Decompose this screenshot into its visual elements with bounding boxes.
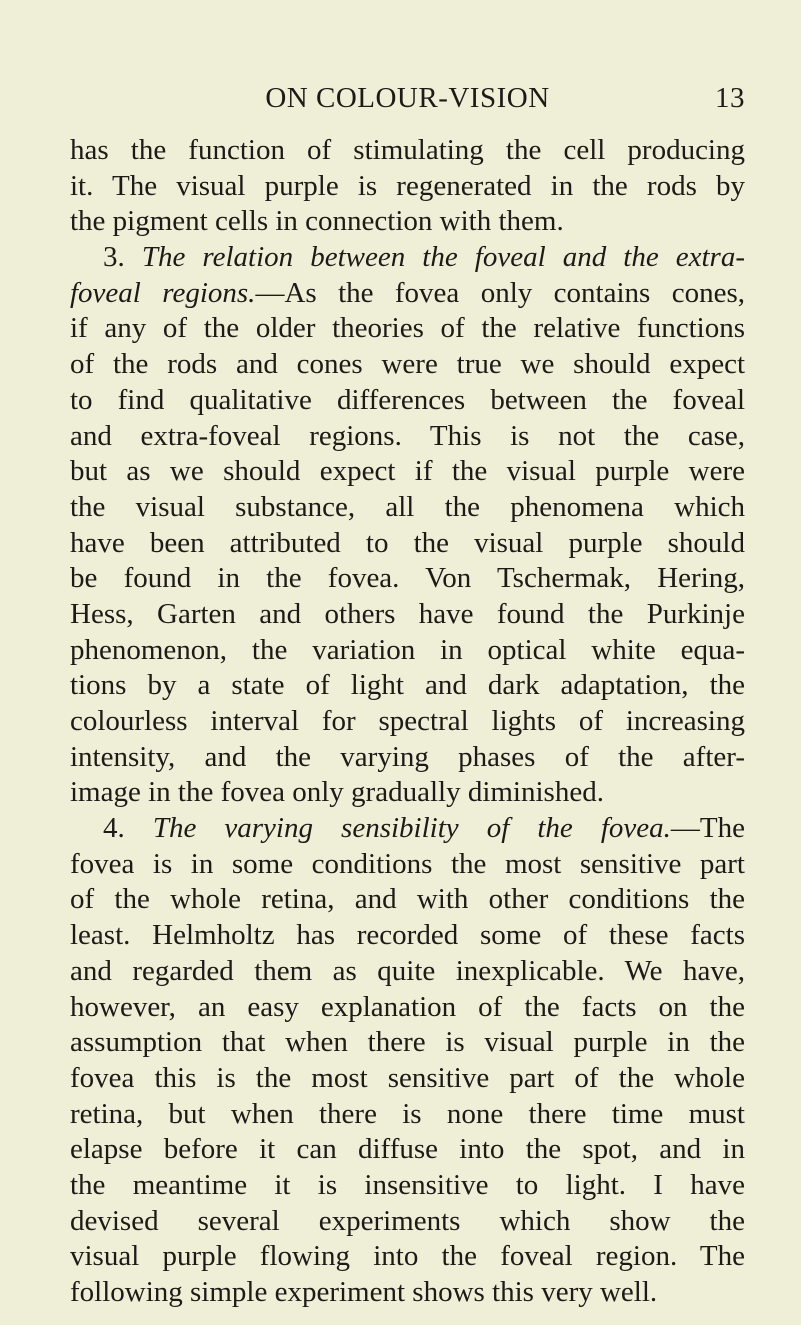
text-line: [70, 347, 745, 383]
line-text: —As the fovea only contains cones,: [255, 276, 745, 309]
text-line: [70, 561, 745, 597]
text-line: [70, 990, 745, 1026]
line-text: Hess, Garten and others have found the Purkinje: [70, 597, 745, 630]
line-text: intensity, and the varying phases of the after-: [70, 740, 745, 773]
text-line: [70, 454, 745, 490]
line-text: devised several experiments which show the: [70, 1204, 745, 1237]
line-text: but as we should expect if the visual purple were: [70, 455, 745, 488]
line-text: however, an easy explanation of the facts on the: [70, 990, 745, 1023]
text-line: [70, 311, 745, 347]
text-line: [70, 775, 745, 811]
text-line: [70, 383, 745, 419]
line-text: the pigment cells in connection with them.: [70, 205, 564, 238]
text-line: [70, 633, 745, 669]
line-text: tions by a state of light and dark adaptation, the: [70, 669, 745, 702]
text-line: [70, 1239, 745, 1275]
line-text: fovea this is the most sensitive part of the whole: [70, 1061, 745, 1094]
text-line: [70, 704, 745, 740]
section-number: 3.: [103, 241, 125, 274]
line-text: following simple experiment shows this very well.: [70, 1276, 658, 1308]
running-title: ON COLOUR-VISION: [265, 82, 550, 114]
line-text: be found in the fovea. Von Tschermak, Hering,: [70, 562, 745, 595]
line-text: and extra-foveal regions. This is not the case,: [70, 419, 745, 452]
text-line: [70, 490, 745, 526]
text-line: [70, 1025, 745, 1061]
line-text: to find qualitative differences between the foveal: [70, 383, 745, 416]
line-text: phenomenon, the variation in optical white equa-: [70, 633, 745, 666]
text-line: [70, 419, 745, 455]
line-text: and regarded them as quite inexplicable. We have,: [70, 954, 745, 987]
line-text: if any of the older theories of the relative functions: [70, 312, 745, 345]
section-heading: foveal regions.: [70, 276, 256, 309]
text-line: [70, 954, 745, 990]
line-text: the visual substance, all the phenomena which: [70, 490, 745, 523]
line-text: of the rods and cones were true we should expect: [70, 348, 745, 381]
line-text: least. Helmholtz has recorded some of these facts: [70, 919, 745, 952]
text-line: [70, 1097, 745, 1133]
section-heading: The relation between the foveal and the extra-: [141, 241, 745, 274]
text-line: [70, 882, 745, 918]
text-line: [70, 204, 745, 240]
line-text: retina, but when there is none there time must: [70, 1097, 745, 1130]
text-line: [70, 1168, 745, 1204]
page-number: 13: [715, 82, 745, 114]
text-line: [70, 526, 745, 562]
line-text: colourless interval for spectral lights of increasing: [70, 705, 745, 737]
text-line: [70, 811, 745, 847]
line-text: it. The visual purple is regenerated in the rods by: [70, 169, 745, 202]
line-text: fovea is in some conditions the most sensitive part: [70, 847, 745, 880]
text-line: [70, 668, 745, 704]
text-line: [70, 740, 745, 776]
line-text: of the whole retina, and with other conditions the: [70, 883, 745, 916]
section-heading: The varying sensibility of the fovea.: [152, 812, 671, 845]
text-line: [70, 133, 745, 169]
text-line: [70, 240, 745, 276]
text-line: [70, 276, 745, 312]
line-text: the meantime it is insensitive to light. I have: [70, 1168, 745, 1201]
line-text: has the function of stimulating the cell producing: [70, 134, 745, 166]
line-text: assumption that when there is visual purple in the: [70, 1026, 745, 1059]
text-line: [70, 1275, 745, 1311]
text-line: [70, 1061, 745, 1097]
line-text: have been attributed to the visual purple should: [70, 526, 745, 559]
line-text: visual purple flowing into the foveal region. The: [70, 1240, 745, 1273]
line-text: image in the fovea only gradually diminished.: [70, 776, 604, 809]
body-text: [70, 133, 745, 1311]
text-line: [70, 1132, 745, 1168]
text-line: [70, 847, 745, 883]
text-line: [70, 918, 745, 954]
line-text: —The: [670, 812, 745, 845]
line-text: elapse before it can diffuse into the spot, and in: [70, 1133, 745, 1166]
text-line: [70, 1204, 745, 1240]
text-line: [70, 169, 745, 205]
section-number: 4.: [103, 812, 125, 845]
text-line: [70, 597, 745, 633]
running-head: [70, 82, 745, 122]
